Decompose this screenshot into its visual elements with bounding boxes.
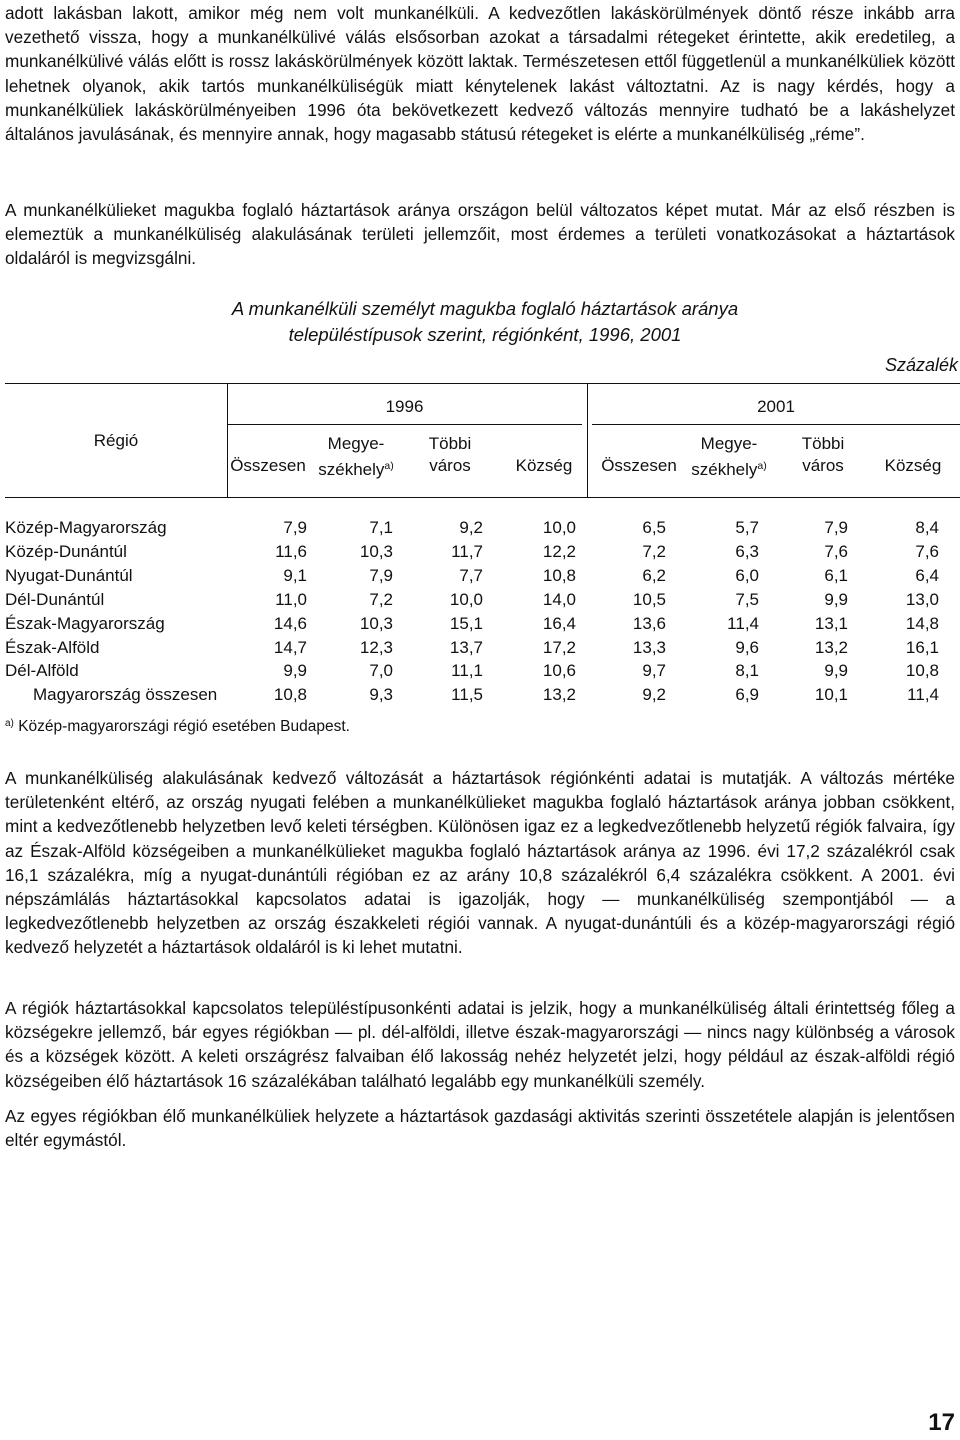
- region-cell: Közép-Dunántúl: [5, 541, 127, 561]
- footnote-mark: a): [5, 718, 14, 729]
- value-cell: 11,0: [275, 589, 307, 609]
- value-cell: 13,7: [449, 637, 483, 657]
- value-cell: 10,0: [542, 518, 576, 537]
- paragraph-regional-change: A munkanélküliség alakulásának kedvező változását a háztartások régiónkénti adatai is mutatják. A változás mértéke területenként eltérő, az ország nyugati felében a munkanélkülieket magukba foglaló háztartások aránya jobban csökkent, mint a kedvezőtlenebb helyzetben levő keleti térségben. Különösen igaz ez a legkedvezőtlenebb helyzetű régiók falvaira, így az Észak-Alföld községeiben a munkanélkülieket magukba foglaló háztartások aránya az 1996. évi 17,2 százalékról csak 16,1 százalékra, míg a nyugat-dunántúli régióban ez az arány 10,8 százalékról 6,4 százalékra csökkent. A 2001. évi népszámlálás háztartásokkal kapcsolatos adatai is igazolják, hogy — munkanélküliség szempontjából — a legkedvezőtlenebb helyzetben az ország északkeleti régiói vannak. A nyugat-dunántúli és a közép-magyarországi régió kedvező helyzetét a háztartások oldaláról is ki lehet mutatni.: [5, 768, 955, 958]
- value-cell: 6,0: [735, 565, 759, 585]
- table-title-line-2: településtípusok szerint, régiónként, 1996, 2001: [288, 324, 682, 345]
- value-cell: 11,6: [275, 541, 307, 561]
- value-cell: 10,8: [273, 685, 307, 705]
- table-row: [5, 516, 939, 540]
- value-cell: 9,6: [735, 637, 759, 657]
- value-cell: 9,3: [369, 685, 393, 705]
- value-cell: 7,9: [283, 518, 307, 537]
- table-row: [5, 659, 939, 683]
- value-cell: 15,1: [449, 613, 483, 633]
- table-title-line-1: A munkanélküli személyt magukba foglaló háztartások aránya: [231, 298, 739, 319]
- data-table-body: [5, 516, 939, 707]
- header-bottom-rule: [5, 497, 960, 498]
- region-cell: Dél-Alföld: [5, 661, 79, 681]
- value-cell: 6,9: [735, 685, 759, 705]
- value-cell: 6,4: [915, 565, 939, 585]
- table-row: [5, 683, 939, 707]
- value-cell: 16,4: [542, 613, 576, 633]
- value-cell: 8,1: [735, 661, 759, 681]
- value-cell: 5,7: [735, 518, 759, 537]
- table-row: [5, 564, 939, 588]
- value-cell: 6,3: [735, 541, 759, 561]
- value-cell: 7,6: [824, 541, 848, 561]
- value-cell: 14,7: [273, 637, 307, 657]
- value-cell: 9,7: [642, 661, 666, 681]
- value-cell: 10,3: [359, 541, 393, 561]
- footnote-mark: a): [757, 460, 767, 472]
- year-2001-header: 2001: [757, 397, 795, 416]
- region-cell: Észak-Magyarország: [5, 613, 165, 633]
- value-cell: 12,2: [542, 541, 576, 561]
- value-cell: 11,1: [451, 661, 483, 681]
- year-1996-header: 1996: [385, 397, 424, 416]
- footnote-text: Közép-magyarországi régió esetében Budapest.: [18, 718, 350, 735]
- value-cell: 13,2: [814, 637, 848, 657]
- value-cell: 10,1: [814, 685, 848, 705]
- value-cell: 13,0: [905, 589, 939, 609]
- region-cell: Észak-Alföld: [5, 637, 100, 657]
- value-cell: 7,2: [642, 541, 666, 561]
- paragraph-settlement-types: A régiók háztartásokkal kapcsolatos településtípusonkénti adatai is jelzik, hogy a munkanélküliség általi érintettség főleg a községekre jellemző, bár egyes régiókban — pl. dél-alföldi, illetve észak-magyarországi — nincs nagy különbség a városok és a községek között. A keleti országrész falvaiban élő lakosság nehéz helyzetét jelzi, hogy például az észak-alföldi régió községeiben élő háztartások 16 százalékában található legalább egy munkanélküli személy.: [5, 998, 955, 1091]
- value-cell: 9,1: [283, 565, 307, 585]
- value-cell: 14,8: [905, 613, 939, 633]
- value-cell: 9,9: [824, 589, 848, 609]
- table-row: [5, 540, 939, 564]
- value-cell: 7,5: [735, 589, 759, 609]
- value-cell: 13,3: [632, 637, 666, 657]
- value-cell: 10,0: [449, 589, 483, 609]
- document-page: [5, 0, 958, 1440]
- value-cell: 10,8: [905, 661, 939, 681]
- col-2001-village: Község: [884, 456, 942, 475]
- col-1996-other-towns: Többi város: [428, 434, 472, 475]
- footnote-mark: a): [384, 460, 394, 472]
- value-cell: 11,4: [727, 613, 759, 633]
- value-cell: 10,3: [359, 613, 393, 633]
- value-cell: 9,9: [824, 661, 848, 681]
- value-cell: 6,1: [824, 565, 848, 585]
- region-cell: Dél-Dunántúl: [5, 589, 105, 609]
- col-1996-county-seat: Megye- székhely$^{a)}$: [318, 434, 394, 479]
- table-top-rule: [5, 383, 960, 384]
- value-cell: 11,7: [451, 541, 483, 561]
- value-cell: 6,5: [642, 518, 666, 537]
- paragraph-intro: adott lakásban lakott, amikor még nem volt munkanélküli. A kedvezőtlen lakáskörülmények döntő része inkább arra vezethető vissza, hogy a munkanélkülivé válás elsősorban azokat a társadalmi rétegeket érintette, akik eredetileg, a munkanélkülivé válás előtt is rossz lakáskörülmények között laktak. Természetesen ettől függetlenül a munkanélküliek között lehetnek olyanok, akik tartós munkanélküliségük miatt kénytelenek lakást változtatni. Az is nagy kérdés, hogy a munkanélküliek lakáskörülményeiben 1996 óta bekövetkezett kedvező változás mennyire tudható be a lakáshelyzet általános javulásának, és mennyire annak, hogy magasabb státusú rétegeket is elérte a munkanélküliség „réme”.: [5, 3, 955, 145]
- value-cell: 13,2: [542, 685, 576, 705]
- col-2001-total: Összesen: [601, 456, 677, 475]
- value-cell: 12,3: [359, 637, 393, 657]
- value-cell: 7,6: [915, 541, 939, 561]
- year-divider-rule: [587, 383, 588, 497]
- table-row: [5, 612, 939, 636]
- value-cell: 11,5: [451, 685, 483, 705]
- table-title: [5, 296, 960, 348]
- value-cell: 7,0: [369, 661, 393, 681]
- col-2001-other-towns: Többi város: [801, 434, 845, 475]
- data-table: [5, 516, 939, 707]
- value-cell: 8,4: [915, 518, 939, 537]
- year-2001-rule: [592, 424, 960, 425]
- value-cell: 10,5: [632, 589, 666, 609]
- page-number: 17: [928, 1409, 955, 1436]
- table-unit-label: Százalék: [884, 355, 958, 375]
- value-cell: 14,0: [542, 589, 576, 609]
- value-cell: 11,4: [907, 685, 939, 705]
- region-cell: Magyarország összesen: [33, 685, 218, 705]
- year-1996-rule: [227, 424, 582, 425]
- value-cell: 13,1: [814, 613, 848, 633]
- table-row: [5, 588, 939, 612]
- value-cell: 7,7: [459, 565, 483, 585]
- value-cell: 9,2: [642, 685, 666, 705]
- value-cell: 7,9: [824, 518, 848, 537]
- value-cell: 10,6: [542, 661, 576, 681]
- region-cell: Közép-Magyarország: [5, 518, 167, 537]
- value-cell: 6,2: [642, 565, 666, 585]
- table-footnote: [5, 718, 350, 736]
- region-header: Régió: [93, 431, 139, 450]
- value-cell: 7,9: [369, 565, 393, 585]
- value-cell: 14,6: [273, 613, 307, 633]
- paragraph-economic-activity: Az egyes régiókban élő munkanélküliek helyzete a háztartások gazdasági aktivitás szerinti összetétele alapján is jelentősen eltér egymástól.: [5, 1106, 955, 1151]
- value-cell: 9,2: [459, 518, 483, 537]
- value-cell: 10,8: [542, 565, 576, 585]
- region-cell: Nyugat-Dunántúl: [5, 565, 133, 585]
- value-cell: 9,9: [283, 661, 307, 681]
- value-cell: 7,2: [369, 589, 393, 609]
- value-cell: 17,2: [542, 637, 576, 657]
- value-cell: 16,1: [905, 637, 939, 657]
- col-1996-village: Község: [515, 456, 573, 475]
- col-2001-county-seat: Megye- székhely$^{a)}$: [691, 434, 767, 479]
- value-cell: 7,1: [369, 518, 393, 537]
- paragraph-regional-overview: A munkanélkülieket magukba foglaló háztartások aránya országon belül változatos képet mutat. Már az első részben is elemeztük a munkanélküliség alakulásának területi jellemzőit, most érdemes a területi vonatkozásokat a háztartások oldaláról is megvizsgálni.: [5, 200, 955, 269]
- table-row: [5, 636, 939, 660]
- value-cell: 13,6: [632, 613, 666, 633]
- col-1996-total: Összesen: [230, 456, 306, 475]
